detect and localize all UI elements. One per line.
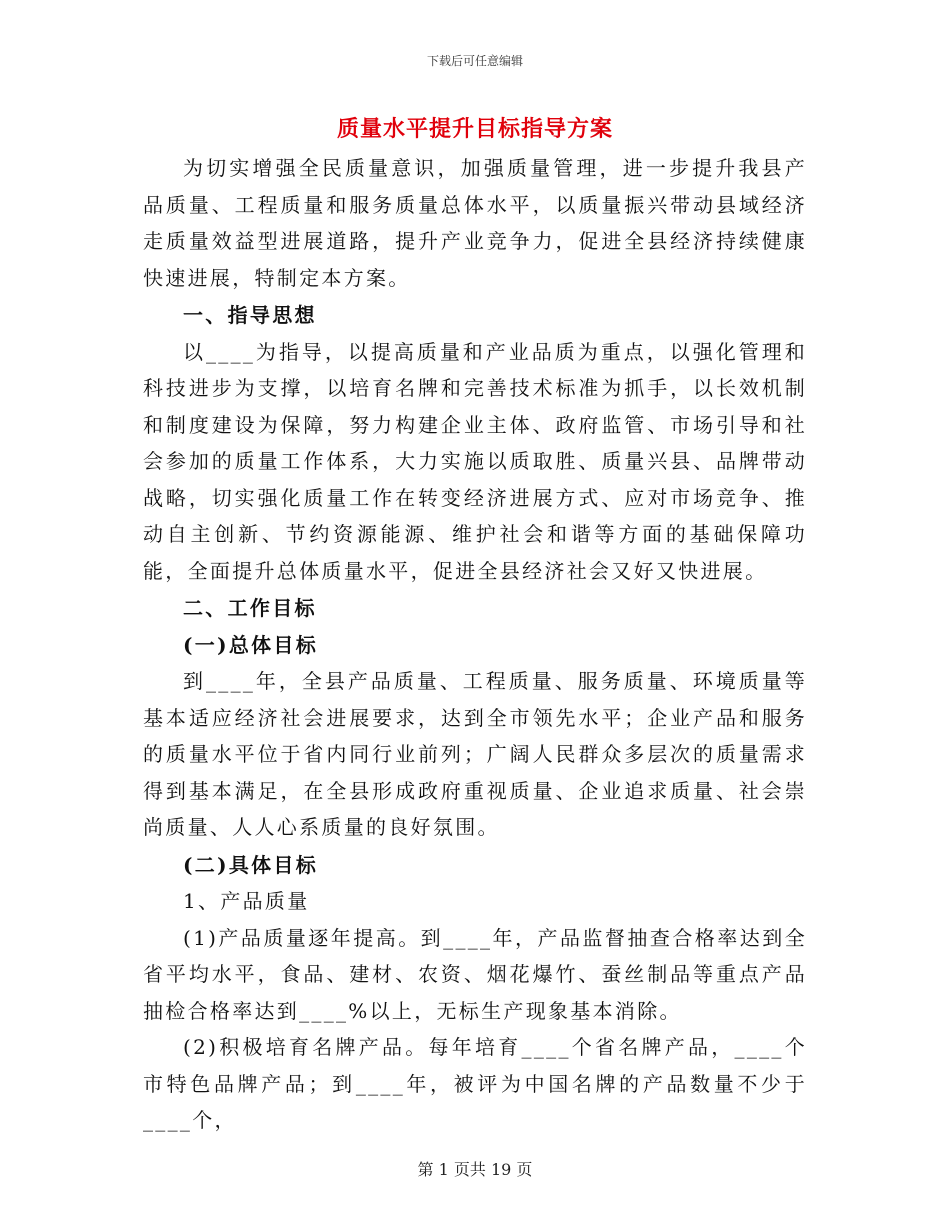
subsection1-heading: (一)总体目标 (183, 632, 319, 657)
section1-paragraph: 以____为指导，以提高质量和产业品质为重点，以强化管理和科技进步为支撑，以培育名牌和完善技术标准为抓手，以长效机制和制度建设为保障，努力构建企业主体、政府监管、市场引导和社会参加的质量工作体系，大力实施以质取胜、质量兴县、品牌带动战略，切实强化质量工作在转变经济进展方式、应对市场竞争、推动自主创新、节约资源能源、维护社会和谐等方面的基础保障功能，全面提升总体质量水平，促进全县经济社会又好又快进展。 (143, 339, 807, 583)
intro-paragraph: 为切实增强全民质量意识，加强质量管理，进一步提升我县产品质量、工程质量和服务质量总体水平，以质量振兴带动县域经济走质量效益型进展道路，提升产业竞争力，促进全县经济持续健康快速进展，特制定本方案。 (143, 156, 807, 290)
subsection2-heading: (二)具体目标 (183, 852, 319, 877)
item1-paragraph-1: (1)产品质量逐年提高。到____年，产品监督抽查合格率达到全省平均水平，食品、建材、农资、烟花爆竹、蚕丝制品等重点产品抽检合格率达到____%以上，无标生产现象基本消除。 (143, 925, 807, 1023)
section2-heading: 二、工作目标 (183, 596, 317, 620)
item1-heading: 1、产品质量 (183, 889, 310, 913)
subsection1-paragraph: 到____年，全县产品质量、工程质量、服务质量、环境质量等基本适应经济社会进展要求，达到全市领先水平；企业产品和服务的质量水平位于省内同行业前列；广阔人民群众多层次的质量需求得到基本满足，在全县形成政府重视质量、企业追求质量、社会崇尚质量、人人心系质量的良好氛围。 (143, 669, 807, 839)
header-note: 下载后可任意编辑 (426, 54, 523, 68)
page-number: 第 1 页共 19 页 (417, 1160, 533, 1179)
document-body (143, 150, 807, 1139)
section1-heading: 一、指导思想 (183, 303, 317, 327)
item1-paragraph-2: (2)积极培育名牌产品。每年培育____个省名牌产品，____个市特色品牌产品；到____年，被评为中国名牌的产品数量不少于____个， (143, 1035, 807, 1132)
document-title: 质量水平提升目标指导方案 (336, 116, 613, 142)
